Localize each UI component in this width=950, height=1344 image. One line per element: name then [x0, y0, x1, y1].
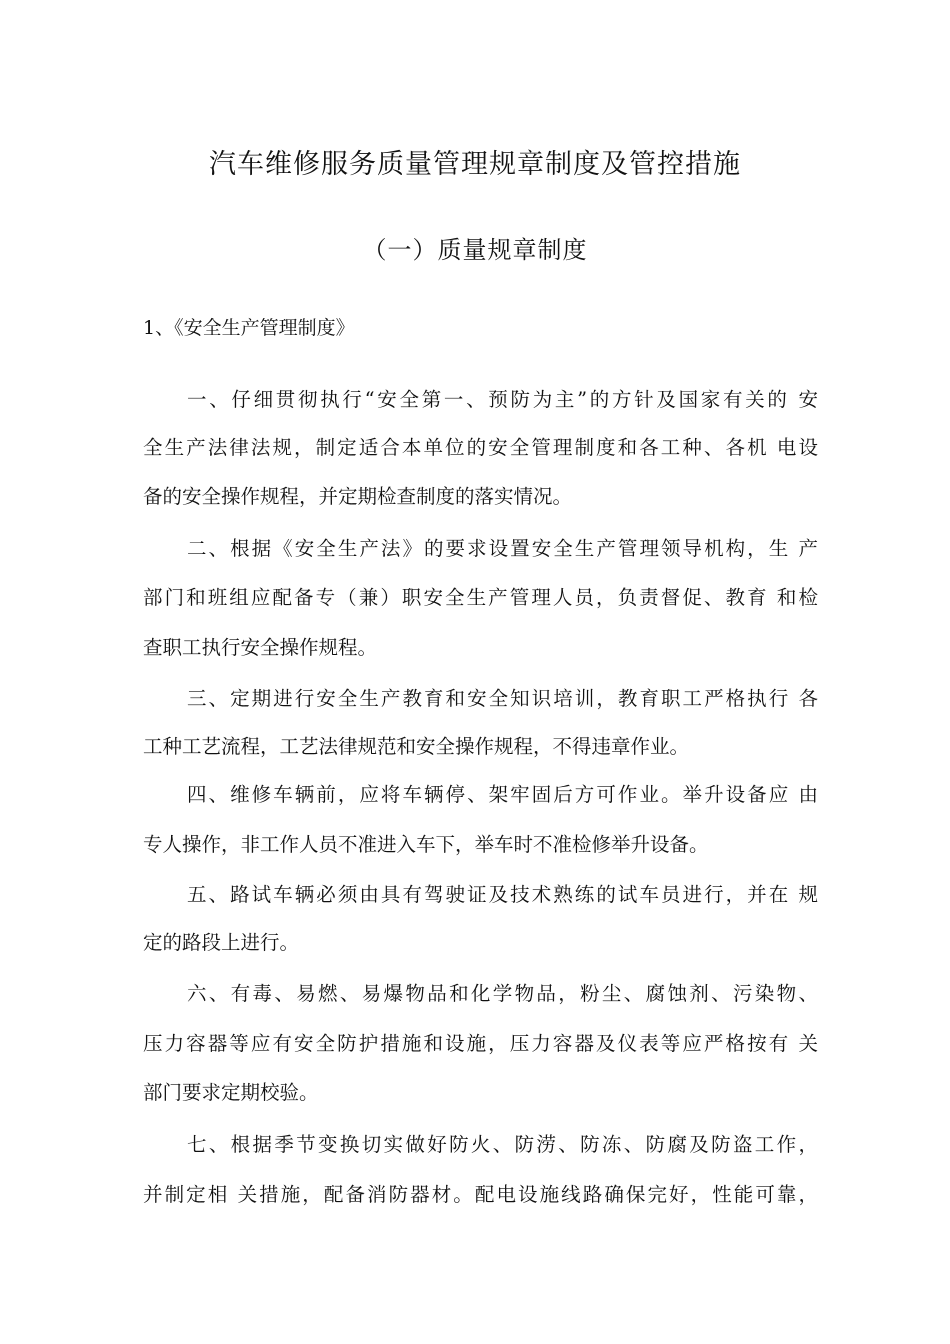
paragraph-line: 一、仔细贯彻执行“安全第一、预防为主”的方针及国家有关的 安	[187, 388, 818, 411]
paragraph-line: 二、根据《安全生产法》的要求设置安全生产管理领导机构，生 产	[187, 537, 818, 560]
paragraph-line: 专人操作，非工作人员不准进入车下，举车时不准检修举升设备。	[143, 833, 709, 856]
paragraph-line: 定的路段上进行。	[143, 931, 300, 954]
paragraph-line: 四、维修车辆前，应将车辆停、架牢固后方可作业。举升设备应 由	[187, 783, 818, 806]
section-title: （一）质量规章制度	[362, 236, 588, 264]
paragraph-line: 查职工执行安全操作规程。	[143, 636, 378, 659]
paragraph-line: 全生产法律法规，制定适合本单位的安全管理制度和各工种、各机 电设	[143, 436, 818, 459]
paragraph-line: 六、有毒、易燃、易爆物品和化学物品，粉尘、腐蚀剂、污染物、	[187, 982, 818, 1005]
paragraph-line: 三、定期进行安全生产教育和安全知识培训，教育职工严格执行 各	[187, 687, 818, 710]
paragraph-line: 备的安全操作规程，并定期检查制度的落实情况。	[143, 485, 573, 508]
paragraph-line: 五、路试车辆必须由具有驾驶证及技术熟练的试车员进行，并在 规	[187, 883, 818, 906]
paragraph-line: 工种工艺流程，工艺法律规范和安全操作规程，不得违章作业。	[143, 735, 690, 758]
paragraph-line: 部门要求定期校验。	[143, 1081, 319, 1104]
document-title: 汽车维修服务质量管理规章制度及管控措施	[209, 149, 741, 180]
paragraph-line: 并制定相 关措施，配备消防器材。配电设施线路确保完好，性能可靠，	[143, 1183, 818, 1206]
paragraph-line: 部门和班组应配备专（兼）职安全生产管理人员，负责督促、教育 和检	[143, 586, 818, 609]
paragraph-line: 七、根据季节变换切实做好防火、防涝、防冻、防腐及防盗工作，	[187, 1133, 818, 1156]
paragraph-line: 压力容器等应有安全防护措施和设施，压力容器及仪表等应严格按有 关	[143, 1032, 818, 1055]
item-title: 1、《安全生产管理制度》	[143, 317, 355, 339]
